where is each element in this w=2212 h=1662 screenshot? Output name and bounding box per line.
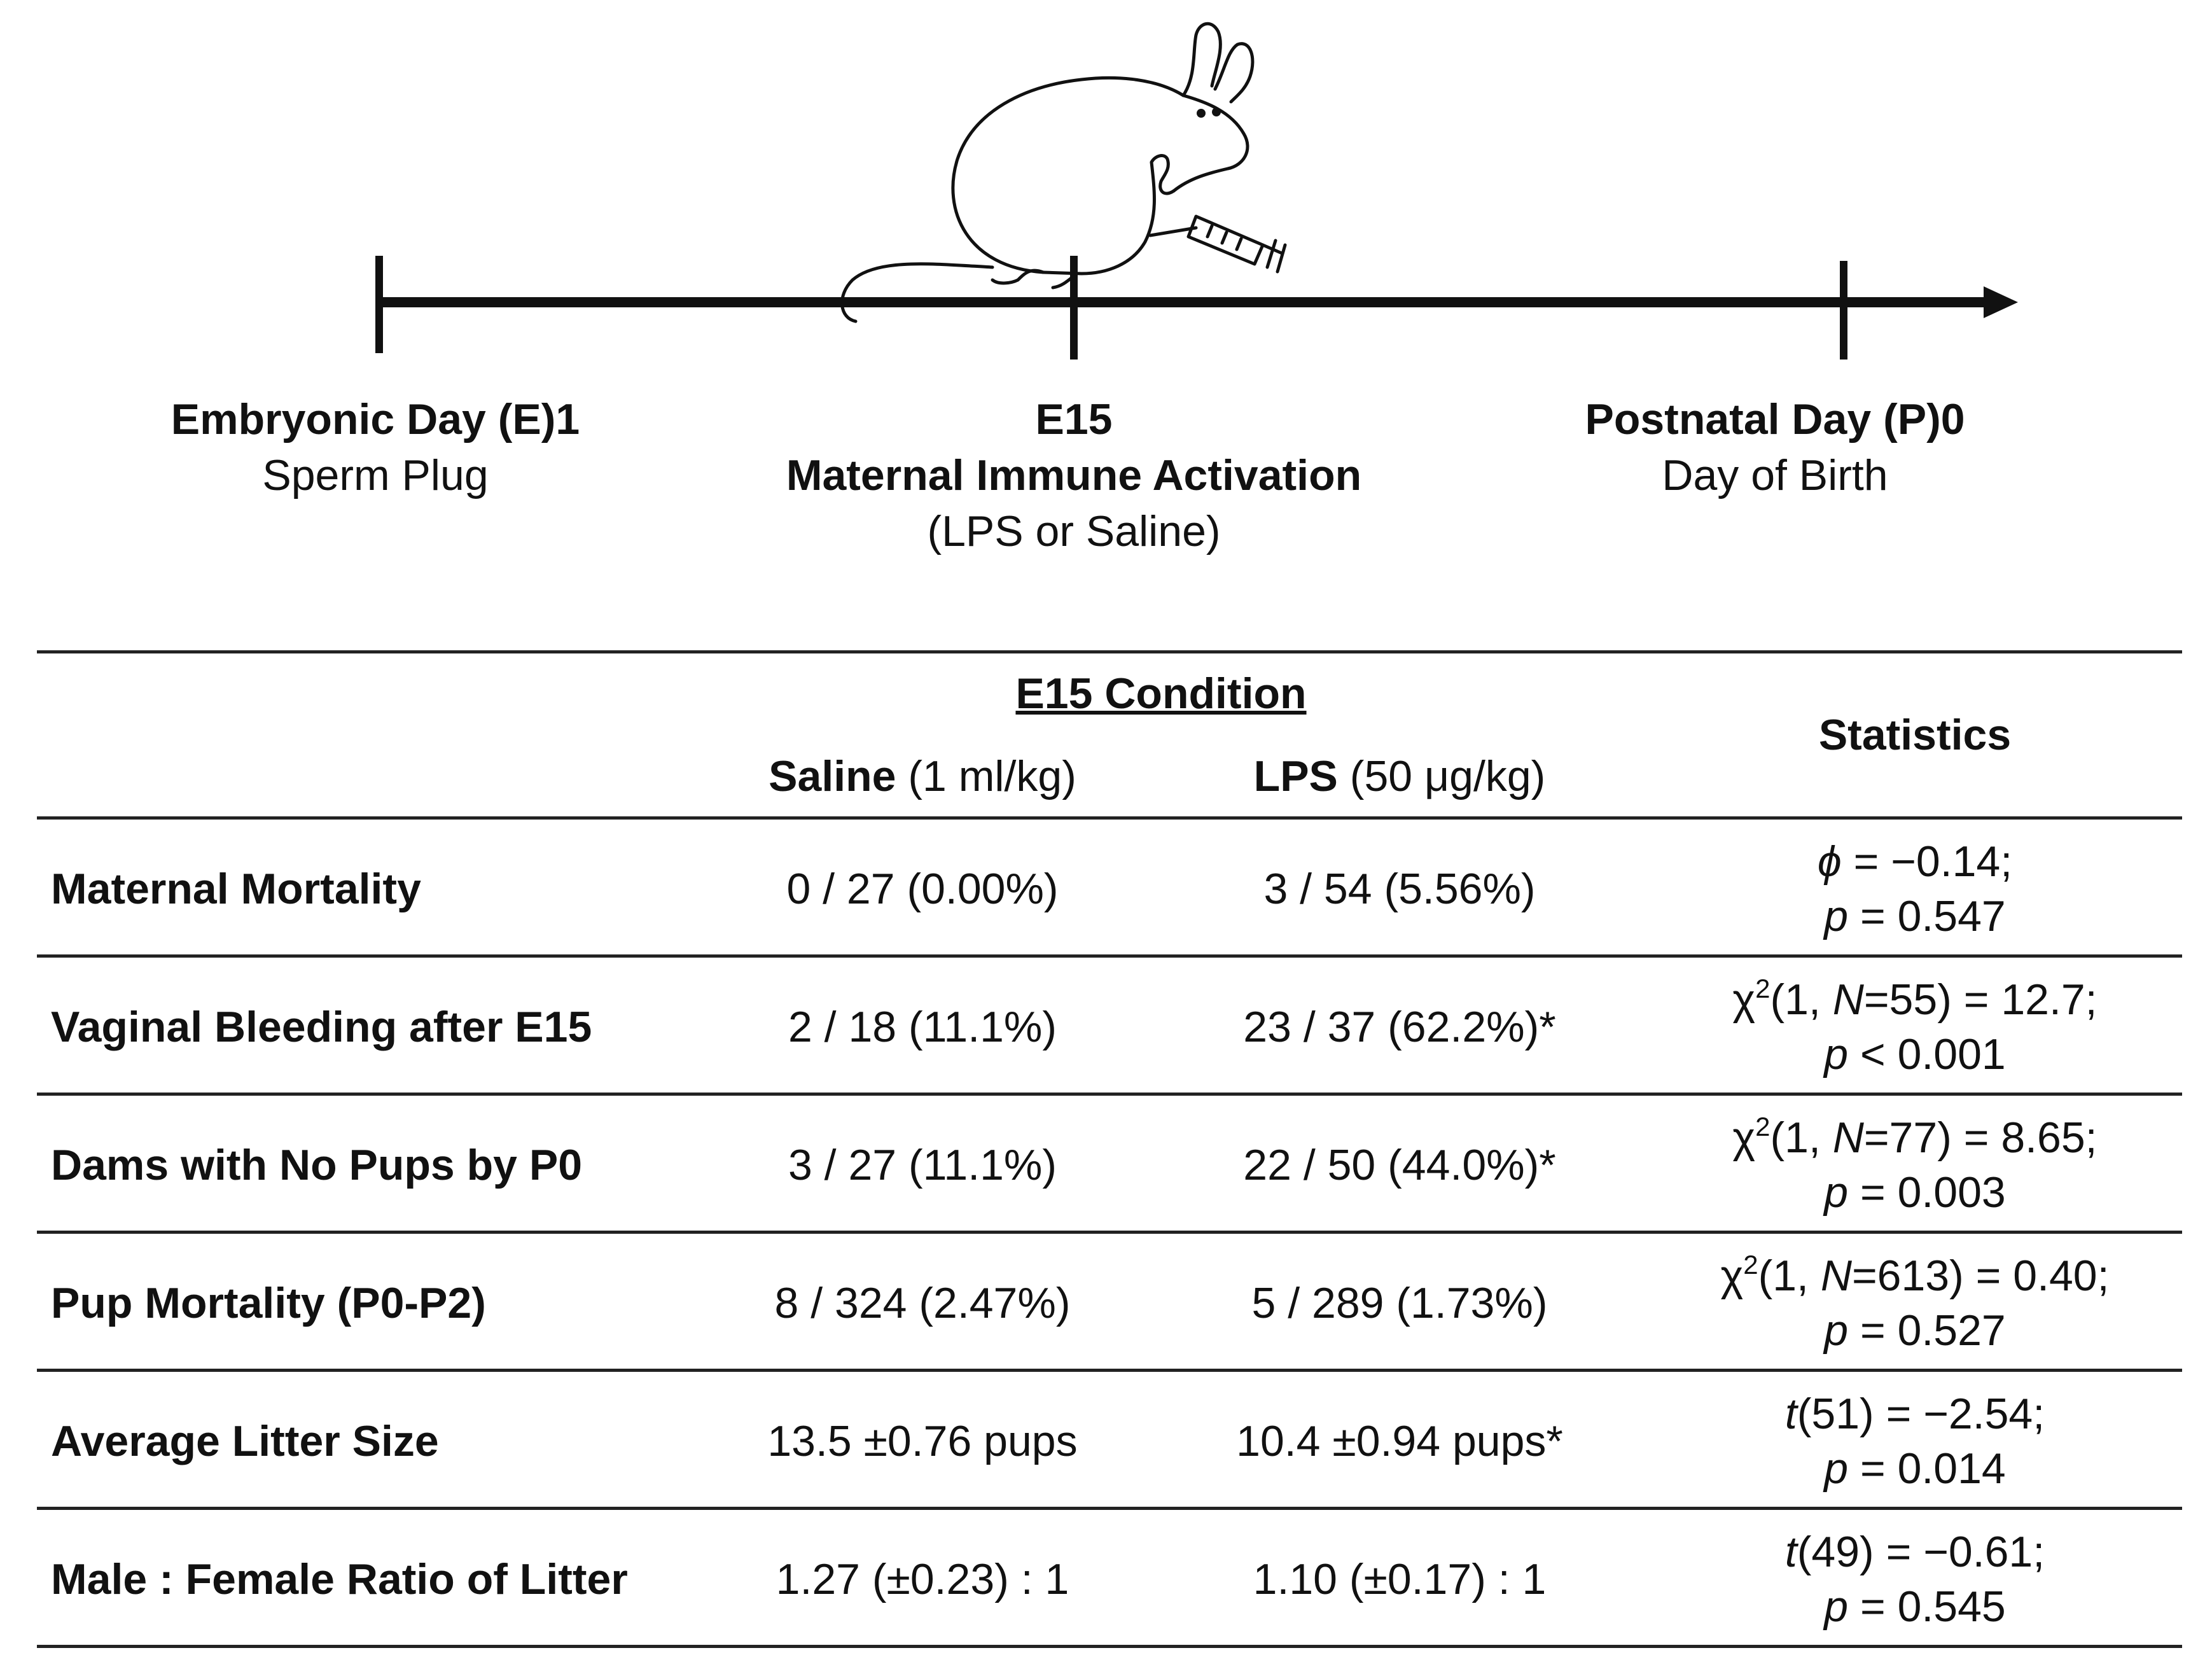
milestone-title-line2: Maternal Immune Activation (786, 451, 1362, 499)
statistics-line: t(51) = −2.54; (1784, 1389, 2045, 1438)
lps-value: 10.4 ±0.94 pups* (1236, 1416, 1563, 1465)
mouse-eye-icon (1197, 109, 1206, 118)
statistics-value (1654, 1234, 2176, 1372)
row-label: Pup Mortality (P0-P2) (51, 1278, 486, 1327)
row-label: Male : Female Ratio of Litter (51, 1554, 628, 1603)
lps-header: LPS (50 μg/kg) (1253, 752, 1546, 800)
statistics-line: t(49) = −0.61; (1784, 1527, 2045, 1576)
mouse-illustration (842, 24, 1253, 321)
lps-value: 23 / 37 (62.2%)* (1243, 1002, 1556, 1051)
milestone-p0 (1540, 391, 2010, 503)
statistics-line: $\chi^2(1$, N=77) = 8.65; (1732, 1111, 2097, 1162)
statistics-line: p = 0.545 (1824, 1582, 2006, 1631)
row-label: Vaginal Bleeding after E15 (51, 1002, 592, 1051)
statistics-value (1654, 958, 2176, 1096)
milestone-e1 (159, 391, 592, 503)
statistics-line: p < 0.001 (1824, 1030, 2006, 1079)
milestone-title: Postnatal Day (P)0 (1585, 395, 1965, 443)
mouse-eye-icon (1212, 108, 1221, 116)
lps-value: 5 / 289 (1.73%) (1251, 1278, 1548, 1327)
syringe-icon (1150, 216, 1285, 272)
statistics-value (1654, 1372, 2176, 1510)
milestone-title: E15 (1035, 395, 1113, 443)
statistics-line: p = 0.003 (1824, 1168, 2006, 1217)
statistics-line: ϕ = −0.14; (1817, 837, 2013, 886)
statistics-line: $\chi^2(1$, N=55) = 12.7; (1732, 973, 2097, 1024)
row-label: Maternal Mortality (51, 864, 421, 913)
milestone-e15 (730, 391, 1417, 559)
timeline-arrowhead-icon (1984, 286, 2018, 318)
statistics-line: $\chi^2(1$, N=613) = 0.40; (1720, 1249, 2110, 1300)
saline-value: 13.5 ±0.76 pups (767, 1416, 1078, 1465)
table-rule-top (37, 650, 2182, 653)
milestone-subtitle: (LPS or Saline) (927, 507, 1221, 555)
statistics-line: p = 0.527 (1824, 1306, 2006, 1355)
milestone-subtitle: Day of Birth (1662, 451, 1888, 499)
statistics-value (1654, 820, 2176, 958)
statistics-line: p = 0.014 (1824, 1444, 2006, 1493)
statistics-line: p = 0.547 (1824, 891, 2006, 940)
milestone-title: Embryonic Day (E)1 (170, 395, 580, 443)
milestone-subtitle: Sperm Plug (262, 451, 489, 499)
saline-header: Saline (1 ml/kg) (769, 752, 1076, 800)
lps-value: 1.10 (±0.17) : 1 (1253, 1554, 1547, 1603)
lps-value: 3 / 54 (5.56%) (1263, 864, 1536, 913)
group-header: E15 Condition (1015, 669, 1307, 718)
row-label: Average Litter Size (51, 1416, 439, 1465)
saline-value: 0 / 27 (0.00%) (786, 864, 1059, 913)
statistics-value (1654, 1510, 2176, 1648)
saline-value: 8 / 324 (2.47%) (774, 1278, 1071, 1327)
saline-value: 1.27 (±0.23) : 1 (776, 1554, 1069, 1603)
row-label: Dams with No Pups by P0 (51, 1140, 583, 1189)
statistics-header: Statistics (1818, 711, 2012, 759)
statistics-value (1654, 1096, 2176, 1234)
saline-value: 2 / 18 (11.1%) (788, 1002, 1057, 1051)
saline-value: 3 / 27 (11.1%) (788, 1140, 1057, 1189)
lps-value: 22 / 50 (44.0%)* (1243, 1140, 1556, 1189)
